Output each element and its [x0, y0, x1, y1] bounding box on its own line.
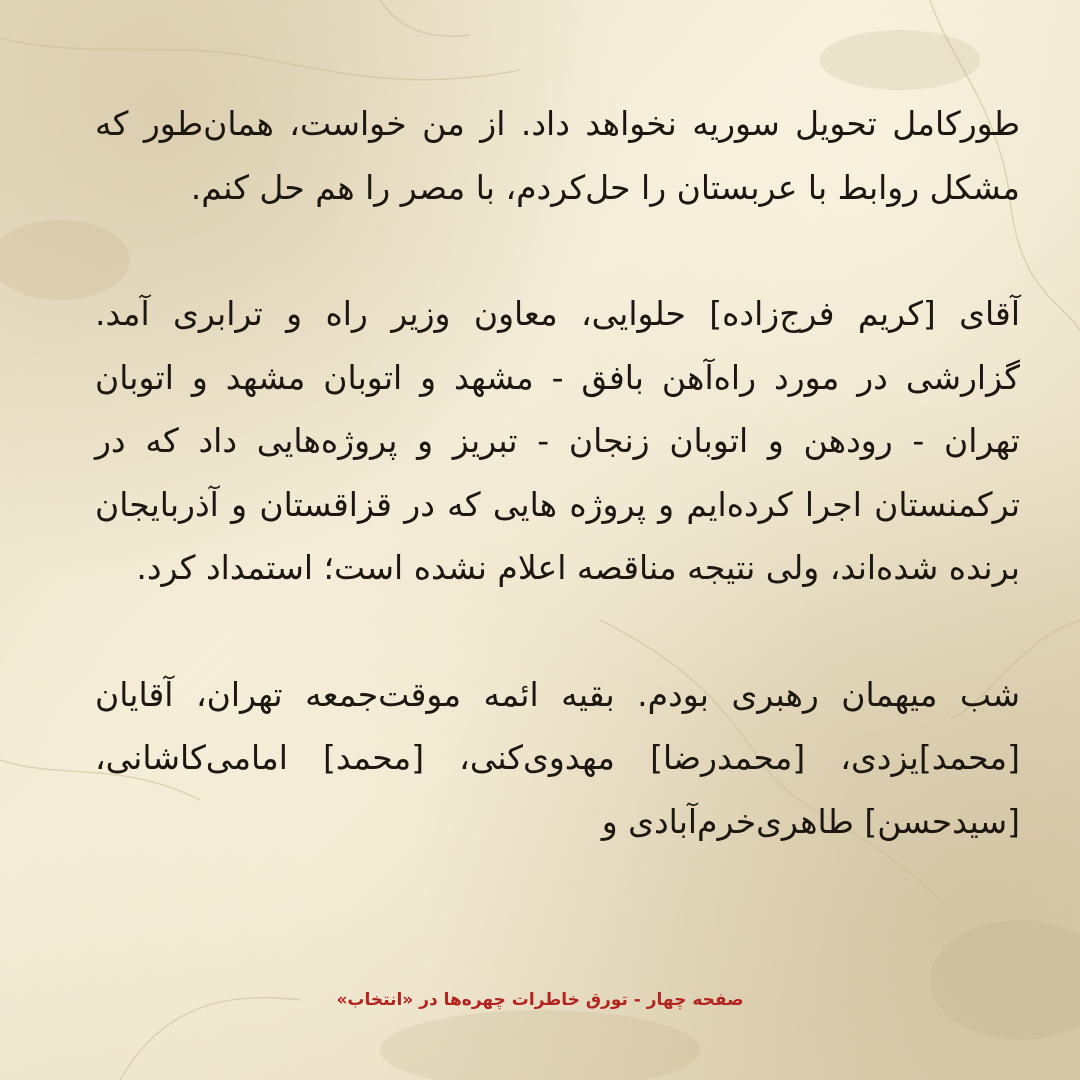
paper-stain — [930, 920, 1080, 1040]
paragraph-3: شب میهمان رهبری بودم. بقیه ائمه موقت‌جمعه تهران، آقایان [محمد]یزدی، [محمدرضا] مهدوی‌کنی، [محمد] امامی‌کاشانی، [سیدحسن] طاهری‌خرم‌آبادی و — [95, 674, 1020, 841]
paper-stain — [380, 1010, 700, 1080]
memoir-text — [95, 92, 1020, 853]
paragraph-1: طورکامل تحویل سوریه نخواهد داد. از من خواست، همان‌طور که مشکل روابط با عربستان را حل‌کردم، با مصر را هم حل کنم. — [95, 104, 1020, 207]
paper-stain — [820, 30, 980, 90]
paper-crease — [120, 998, 300, 1080]
paragraph-2: آقای [کریم فرج‌زاده] حلوایی، معاون وزیر راه و ترابری آمد. گزارشی در مورد راه‌آهن بافق - مشهد و اتوبان مشهد و اتوبان تهران - رودهن و اتوبان زنجان - تبریز و پروژه‌هایی داد که در ترکمنستان اجرا کرده‌ایم و پروژه هایی که در قزاقستان و آذربایجان برنده شده‌اند، ولی نتیجه مناقصه اعلام نشده است؛ استمداد کرد. — [95, 294, 1020, 587]
paper-crease — [0, 38, 520, 80]
paper-crease — [380, 0, 470, 36]
page-caption: صفحه چهار - تورق خاطرات چهره‌ها در «انتخاب» — [336, 990, 744, 1010]
